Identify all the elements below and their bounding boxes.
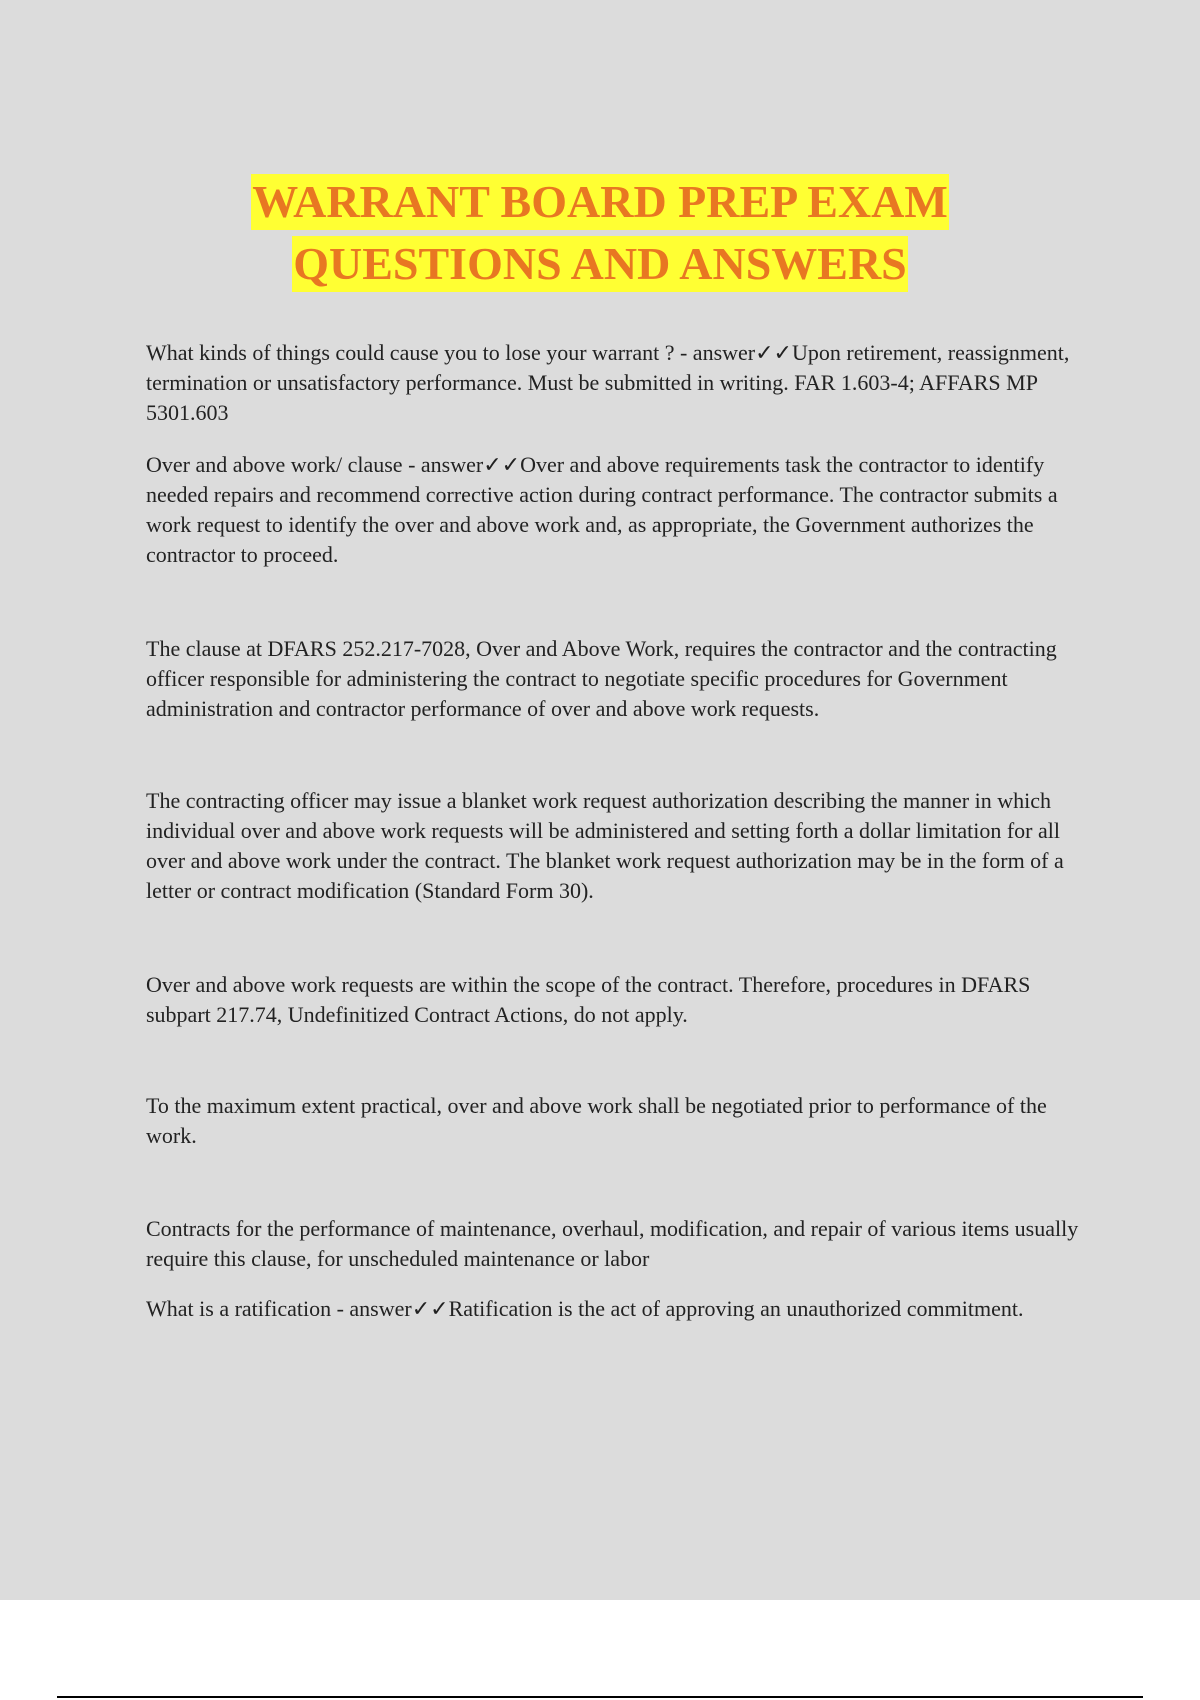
- paragraph-4: The contracting officer may issue a blanket work request authorization describing the manner in which individual over and above work requests will be administered and setting forth a dollar limitation for all over and above work under the contract. The blanket work request authorization may be in the form of a letter or contract modification (Standard Form 30).: [146, 788, 1064, 903]
- paragraph-7: Contracts for the performance of maintenance, overhaul, modification, and repair of various items usually require this clause, for unscheduled maintenance or labor: [146, 1216, 1079, 1271]
- paragraph-5: Over and above work requests are within the scope of the contract. Therefore, procedures in DFARS subpart 217.74, Undefinitized Contract Actions, do not apply.: [146, 972, 1031, 1027]
- paragraph-2: Over and above work/ clause - answer✓✓Over and above requirements task the contractor to identify needed repairs and recommend corrective action during contract performance. The contractor submits a work request to identify the over and above work and, as appropriate, the Government authorizes the contractor to proceed.: [146, 452, 1058, 567]
- footer-divider: [57, 1696, 1143, 1698]
- paragraph-6: To the maximum extent practical, over and above work shall be negotiated prior to performance of the work.: [146, 1093, 1047, 1148]
- title-line-2: QUESTIONS AND ANSWERS: [292, 236, 908, 292]
- paragraph-3: The clause at DFARS 252.217-7028, Over and Above Work, requires the contractor and the contracting officer responsible for administering the contract to negotiate specific procedures for Government administration and contractor performance of over and above work requests.: [146, 636, 1057, 721]
- paragraph-8: What is a ratification - answer✓✓Ratification is the act of approving an unauthorized commitment.: [146, 1296, 1024, 1321]
- title-line-1: WARRANT BOARD PREP EXAM: [251, 174, 949, 230]
- paragraph-1: What kinds of things could cause you to lose your warrant ? - answer✓✓Upon retirement, reassignment, termination or unsatisfactory performance. Must be submitted in writing. FAR 1.603-4; AFFARS MP 5301.603: [146, 340, 1070, 425]
- document-title: [0, 172, 1200, 296]
